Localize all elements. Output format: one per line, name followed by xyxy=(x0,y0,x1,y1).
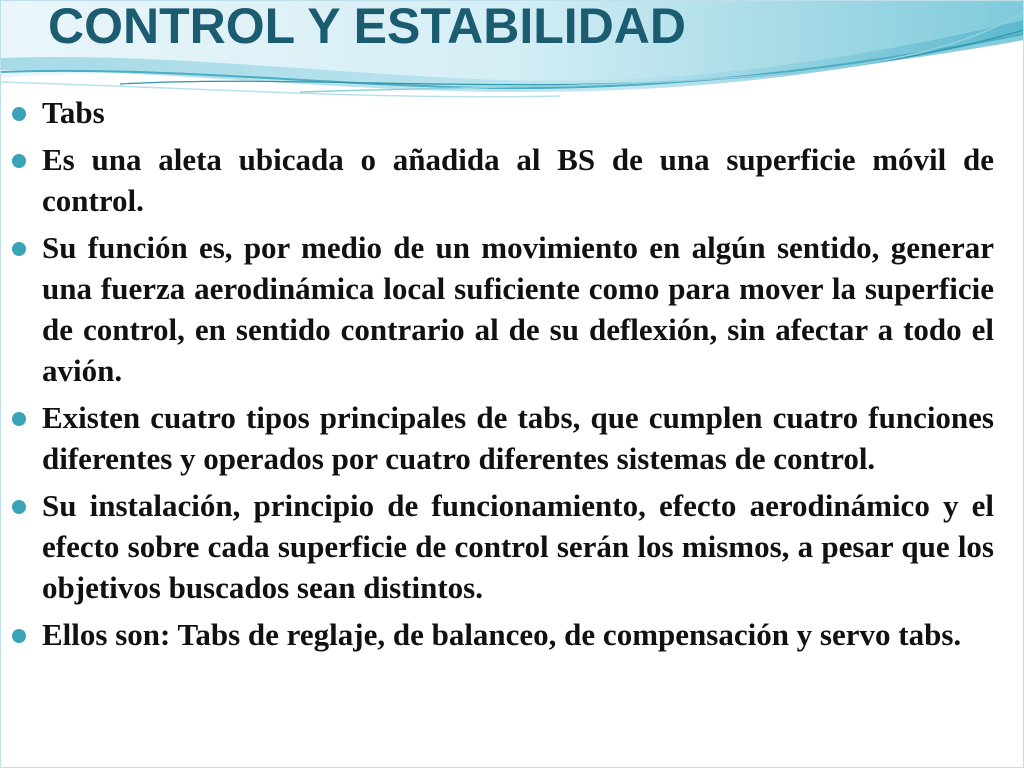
bullet-text: Ellos son: Tabs de reglaje, de balanceo, de compensación y servo tabs. xyxy=(42,617,962,652)
circle-bullet-icon xyxy=(12,412,26,426)
circle-bullet-icon xyxy=(12,500,26,514)
bullet-item xyxy=(0,614,1024,655)
circle-bullet-icon xyxy=(12,154,26,168)
bullet-text: Es una aleta ubicada o añadida al BS de una superficie móvil de control. xyxy=(42,142,994,218)
circle-bullet-icon xyxy=(12,242,26,256)
bullet-item xyxy=(0,485,1024,608)
bullet-item xyxy=(0,139,1024,221)
circle-bullet-icon xyxy=(12,629,26,643)
bullet-text: Tabs xyxy=(42,95,105,130)
bullet-text: Su instalación, principio de funcionamiento, efecto aerodinámico y el efecto sobre cada superficie de control serán los mismos, a pesar que los objetivos buscados sean distintos. xyxy=(42,488,994,605)
bullet-item xyxy=(0,397,1024,479)
bullet-list xyxy=(0,92,1024,661)
bullet-text: Su función es, por medio de un movimiento en algún sentido, generar una fuerza aerodinámica local suficiente como para mover la superficie de control, en sentido contrario al de su deflexión, sin afectar a todo el avión. xyxy=(42,230,994,388)
bullet-text: Existen cuatro tipos principales de tabs, que cumplen cuatro funciones diferentes y operados por cuatro diferentes sistemas de control. xyxy=(42,400,994,476)
slide-title: CONTROL Y ESTABILIDAD xyxy=(48,0,687,54)
bullet-item xyxy=(0,92,1024,133)
circle-bullet-icon xyxy=(12,107,26,121)
bullet-item xyxy=(0,227,1024,391)
